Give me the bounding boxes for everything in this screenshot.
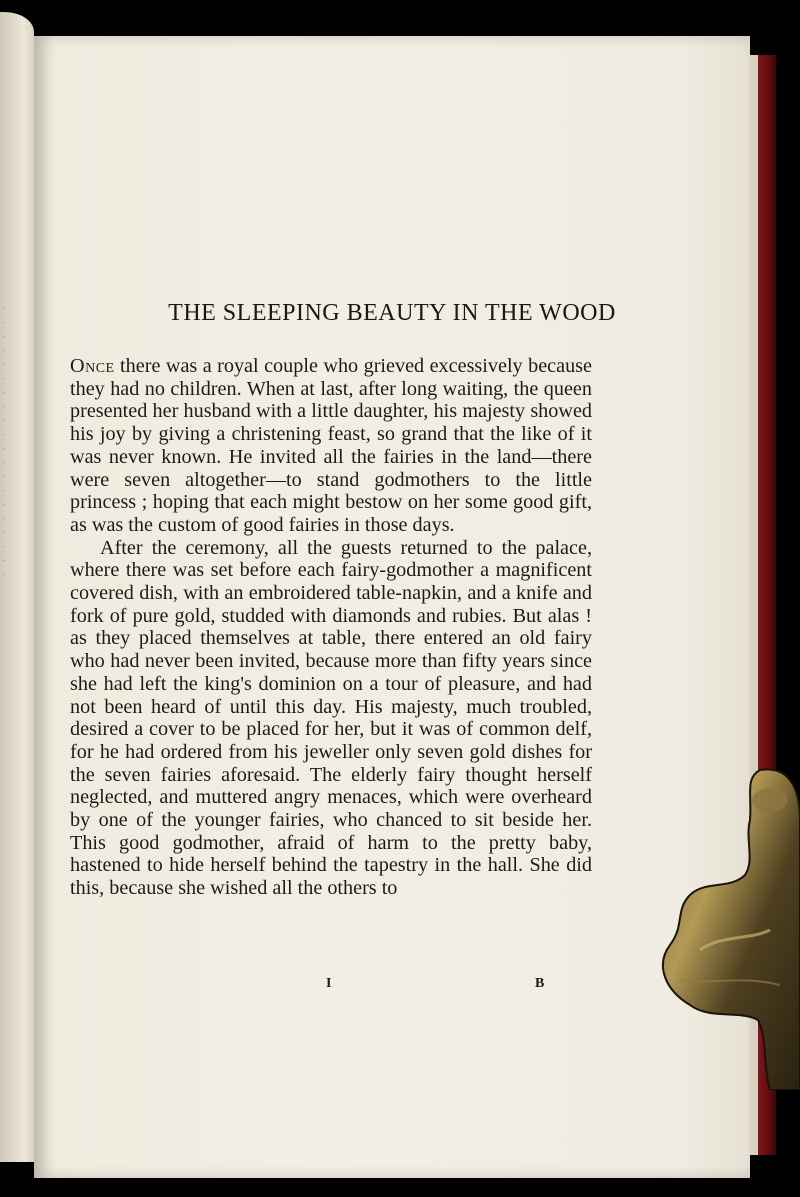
paragraph-2: After the ceremony, all the guests returned to the palace, where there was set before each fairy-godmother a magnificent covered dish, with an embroidered table-napkin, and a knife and fork of pure gold, studded with diamonds and rubies. But alas ! as they placed themselves at table, there entered an old fairy who had never been invited, because more than fifty years since she had left the king's dominion on a tour of pleasure, and had not been heard of until this day. His majesty, much troubled, desired a cover to be placed for her, but it was of common delf, for he had ordered from his jeweller only seven gold dishes for the seven fairies aforesaid. The elderly fairy thought herself neglected, and muttered angry menaces, which were overheard by one of the younger fairies, who chanced to sit beside her. This good godmother, afraid of harm to the pretty baby, hastened to hide herself behind the tapestry in the hall. She did this, because she wished all the others to	[70, 536, 592, 900]
signature-mark: B	[535, 976, 545, 991]
opening-word: Once	[70, 355, 115, 377]
page-number: I	[326, 976, 332, 991]
previous-page-edge	[0, 12, 34, 1162]
chapter-title: THE SLEEPING BEAUTY IN THE WOOD	[168, 300, 616, 326]
paragraph-1	[70, 355, 592, 537]
previous-page-margin-marks: · · · · · · · · · · · · · · · · · · · ·	[2, 305, 5, 579]
paragraph-1-text: there was a royal couple who grieved excessively because they had no children. When at last, after long waiting, the queen presented her husband with a little daughter, his majesty showed his joy by giving a christening feast, so grand that the like of it was never known. He invited all the fairies in the land—there were seven altogether—to stand godmothers to the little princess ; hoping that each might bestow on her some good gift, as was the custom of good fairies in those days.	[70, 355, 592, 536]
brass-page-clip-icon	[650, 760, 800, 1090]
page-text	[70, 355, 592, 900]
